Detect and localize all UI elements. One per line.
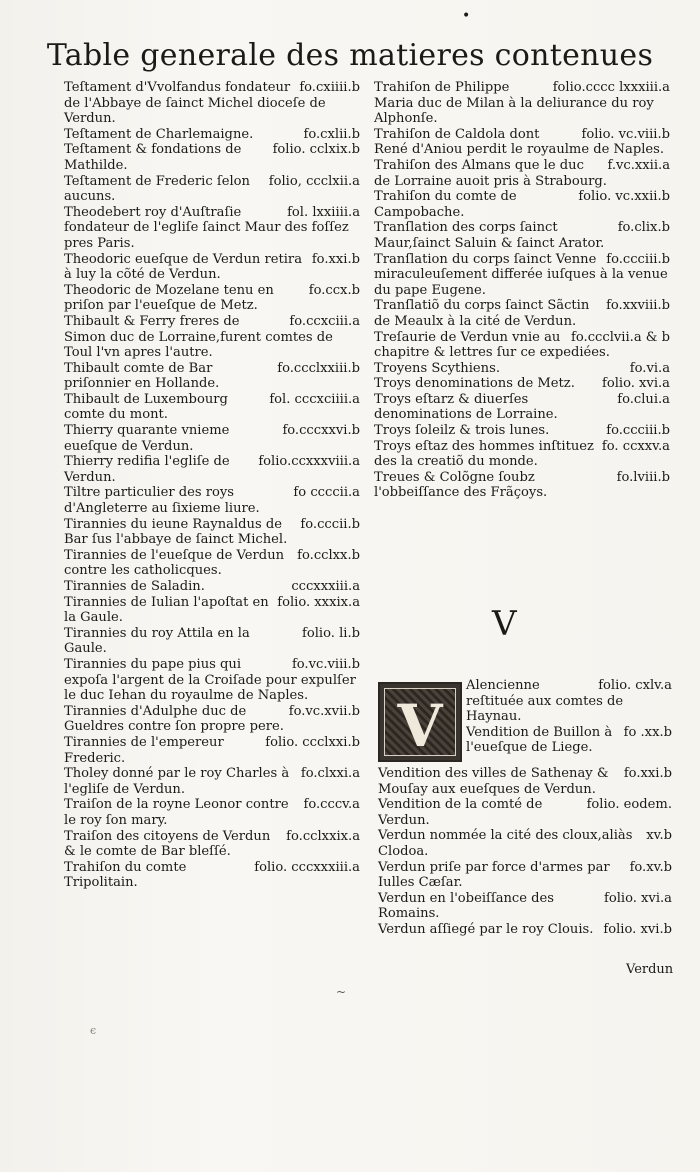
folio-reference: fo.xxi.b bbox=[311, 251, 360, 267]
entry-text: Tranſlation du corps ſainct Venne miraculeuſement differée iuſques à la venue du pape Eugene. bbox=[374, 251, 668, 298]
entry-text: Trahiſon du comte de Campobache. bbox=[374, 189, 517, 220]
folio-reference: folio.ccxxxviii.a bbox=[258, 454, 360, 470]
folio-reference: fo.cclxx.b bbox=[297, 547, 360, 563]
index-entry bbox=[64, 454, 360, 485]
entry-text: Trahiſon des Almans que le duc de Lorraine auoit pris à Strabourg. bbox=[374, 157, 607, 189]
entry-text: Vendition de la comté de Verdun. bbox=[378, 797, 543, 828]
index-entry bbox=[64, 657, 360, 704]
entry-text: Verdun priſe par force d'armes par Iulles Cæſar. bbox=[378, 859, 610, 891]
folio-reference: fol. lxxiiii.a bbox=[287, 204, 360, 220]
entry-text: Vendition des villes de Sathenay & Mouſay aux eueſques de Verdun. bbox=[378, 766, 609, 797]
entry-text: Tiltre particulier des roys d'Angleterre au ſixieme liure. bbox=[64, 485, 260, 517]
entry-text: Tranſlation des corps ſainct Maur,ſainct Saluin & ſainct Arator. bbox=[374, 220, 605, 251]
entry-text: Trahiſon de Caldola dont René d'Aniou perdit le royaulme de Naples. bbox=[374, 126, 665, 158]
index-entry bbox=[374, 252, 670, 299]
entry-text: Troys ſoleilz & trois lunes. bbox=[374, 423, 550, 439]
section-letter-v: V bbox=[492, 604, 517, 644]
folio-reference: fo.vi.a bbox=[629, 360, 670, 376]
entry-text: Tirannies de l'eueſque de Verdun contre les catholicques. bbox=[64, 547, 285, 579]
folio-reference: fo.ccciii.b bbox=[606, 423, 670, 439]
entry-text: Alencienne reſtituée aux comtes de Haynau. bbox=[466, 678, 624, 725]
index-entry bbox=[64, 829, 360, 860]
index-entry bbox=[64, 766, 360, 797]
page-title: Table generale des matieres contenues bbox=[46, 38, 654, 73]
folio-reference: fo.ccclvii.a & b bbox=[571, 329, 670, 345]
index-entry bbox=[374, 423, 670, 439]
index-entry bbox=[374, 439, 670, 470]
index-entry bbox=[64, 283, 360, 314]
index-entry bbox=[64, 205, 360, 252]
decorated-initial-v bbox=[378, 682, 462, 762]
index-entry bbox=[374, 158, 670, 189]
folio-reference: fo.cccxxvi.b bbox=[282, 423, 360, 439]
entry-text: Thibault de Luxembourg comte du mont. bbox=[64, 391, 228, 423]
index-entry bbox=[374, 392, 670, 423]
folio-reference: folio. ccclxxi.b bbox=[265, 734, 360, 750]
entry-text: Thierry quarante vnieme eueſque de Verdun. bbox=[64, 423, 230, 454]
folio-reference: fo.cccii.b bbox=[300, 516, 360, 532]
folio-reference: folio. cccxxxiii.a bbox=[254, 859, 360, 875]
index-entry bbox=[64, 485, 360, 516]
entry-text: Tirannies du pape pius qui expoſa l'argent de la Croiſade pour expulſer le duc Iehan du royaulme de Naples. bbox=[64, 656, 356, 704]
entry-text: Troyens Scythiens. bbox=[374, 360, 500, 376]
entry-text: Verdun en l'obeiſſance des Romains. bbox=[378, 890, 555, 922]
entry-text: Thierry redifia l'egliſe de Verdun. bbox=[64, 454, 230, 485]
folio-reference: fo.lviii.b bbox=[616, 469, 670, 485]
entry-text: Treues & Colõgne ſoubz l'obbeiſſance des Frãçoys. bbox=[374, 469, 548, 501]
index-entry bbox=[64, 517, 360, 548]
folio-reference: fo.clix.b bbox=[617, 220, 670, 236]
entry-text: Traiſon des citoyens de Verdun & le comte de Bar bleſſé. bbox=[64, 828, 271, 860]
folio-reference: fo.cclxxix.a bbox=[286, 828, 360, 844]
folio-reference: folio. cxlv.a bbox=[598, 678, 672, 693]
folio-reference: fo.ccclxxiii.b bbox=[277, 360, 360, 376]
index-entry bbox=[466, 678, 672, 725]
folio-reference: cccxxxiii.a bbox=[291, 579, 360, 594]
index-entry bbox=[374, 330, 670, 361]
catchword: Verdun bbox=[626, 962, 674, 977]
folio-reference: fo.clxxi.a bbox=[300, 766, 360, 782]
index-entry bbox=[374, 80, 670, 127]
printers-mark: • bbox=[462, 8, 471, 24]
index-entry bbox=[64, 142, 360, 173]
folio-reference: folio. eodem. bbox=[586, 797, 672, 813]
folio-reference: fo.cxiiii.b bbox=[299, 80, 360, 95]
folio-reference: folio. li.b bbox=[301, 625, 360, 641]
index-entry bbox=[64, 735, 360, 766]
folio-reference: folio. vc.viii.b bbox=[581, 126, 670, 142]
entry-text: Teſtament de Charlemaigne. bbox=[64, 126, 254, 142]
entry-text: Verdun aſſiegé par le roy Clouis. bbox=[378, 921, 594, 937]
entry-text: Teſtament d'Vvolfandus fondateur de l'Abbaye de ſainct Michel dioceſe de Verdun. bbox=[64, 80, 326, 127]
entry-text: Teſtament de Frederic ſelon aucuns. bbox=[64, 173, 250, 205]
entry-text: Vendition de Buillon à l'eueſque de Liege. bbox=[466, 724, 613, 756]
index-entry bbox=[378, 891, 672, 922]
entry-text: Theodoric de Mozelane tenu en priſon par l'eueſque de Metz. bbox=[64, 282, 274, 314]
index-entry bbox=[64, 423, 360, 454]
entry-text: Verdun nommée la cité des cloux,aliàs Clodoa. bbox=[378, 828, 633, 859]
entry-text: Trahiſon de Philippe Maria duc de Milan à la deliurance du roy Alphonſe. bbox=[374, 80, 654, 127]
index-entry bbox=[378, 797, 672, 828]
entry-text: Tirannies de Iulian l'apoſtat en la Gaule. bbox=[64, 594, 269, 626]
folio-reference: fo.xxviii.b bbox=[606, 298, 670, 314]
index-entry bbox=[374, 470, 670, 501]
folio-reference: folio. xvi.a bbox=[601, 376, 670, 392]
folio-reference: folio.cccc lxxxiii.a bbox=[552, 80, 670, 95]
bleed-mark: ϵ bbox=[90, 1024, 97, 1037]
entry-text: Tranſlatiõ du corps ſainct Sãctin de Meaulx à la cité de Verdun. bbox=[374, 298, 590, 329]
index-entry bbox=[374, 189, 670, 220]
index-entry bbox=[378, 860, 672, 891]
entry-text: Thibault comte de Bar priſonnier en Hollande. bbox=[64, 360, 220, 392]
folio-reference: fo.ccciii.b bbox=[606, 251, 670, 267]
index-entry bbox=[64, 579, 360, 595]
index-entry bbox=[64, 548, 360, 579]
folio-reference: folio. xvi.a bbox=[603, 890, 672, 906]
index-entry bbox=[64, 127, 360, 143]
index-entry bbox=[374, 220, 670, 251]
index-entry bbox=[374, 127, 670, 158]
entry-text: Tirannies de Saladin. bbox=[64, 579, 205, 594]
entry-text: Troys eſtarz & diuerſes denominations de Lorraine. bbox=[374, 391, 558, 423]
index-entry bbox=[64, 392, 360, 423]
index-entry bbox=[64, 704, 360, 735]
folio-reference: folio. cclxix.b bbox=[272, 142, 360, 158]
v-entries-beside-initial bbox=[466, 678, 672, 756]
index-entry bbox=[64, 595, 360, 626]
index-entry bbox=[64, 314, 360, 361]
index-entry bbox=[466, 725, 672, 756]
index-entry bbox=[64, 80, 360, 127]
folio-reference: fo. ccxxv.a bbox=[601, 438, 670, 454]
folio-reference: folio. xvi.b bbox=[603, 921, 672, 937]
entry-text: Troys denominations de Metz. bbox=[374, 376, 575, 392]
entry-text: Tirannies de l'empereur Frederic. bbox=[64, 734, 224, 766]
folio-reference: f.vc.xxii.a bbox=[607, 157, 670, 173]
index-entry bbox=[64, 252, 360, 283]
entry-text: Theodoric eueſque de Verdun retira à luy la cõté de Verdun. bbox=[64, 251, 302, 283]
index-entry bbox=[64, 626, 360, 657]
folio-reference: xv.b bbox=[646, 828, 672, 844]
right-column bbox=[374, 80, 670, 501]
folio-reference: fo.xv.b bbox=[629, 859, 672, 875]
folio-reference: fo ccccii.a bbox=[293, 485, 360, 501]
folio-reference: fol. cccxciiii.a bbox=[269, 391, 360, 407]
entry-text: Tirannies du roy Attila en la Gaule. bbox=[64, 625, 250, 657]
entry-text: Troys eſtaz des hommes inſtituez des la creatiõ du monde. bbox=[374, 438, 594, 470]
entry-text: Teſtament & fondations de Mathilde. bbox=[64, 142, 242, 173]
index-entry bbox=[378, 922, 672, 938]
entry-text: Theodebert roy d'Auſtraſie fondateur de l'egliſe ſainct Maur des foſſez pres Paris. bbox=[64, 204, 349, 251]
initial-letter: V bbox=[397, 692, 443, 760]
entry-text: Thibault & Ferry freres de Simon duc de Lorraine,furent comtes de Toul l'vn apres l'autre. bbox=[64, 313, 333, 361]
index-entry bbox=[64, 174, 360, 205]
folio-reference: fo.ccxciii.a bbox=[289, 313, 360, 329]
entry-text: Treſaurie de Verdun vnie au chapitre & lettres ſur ce expediées. bbox=[374, 329, 610, 361]
index-entry bbox=[374, 376, 670, 392]
index-entry bbox=[378, 828, 672, 859]
signature-mark: ~ bbox=[336, 985, 347, 999]
index-entry bbox=[374, 298, 670, 329]
entry-text: Tholey donné par le roy Charles à l'egliſe de Verdun. bbox=[64, 766, 290, 797]
folio-reference: folio. xxxix.a bbox=[277, 594, 360, 610]
folio-reference: fo.clui.a bbox=[617, 391, 670, 407]
index-entry bbox=[378, 766, 672, 797]
entry-text: Trahiſon du comte Tripolitain. bbox=[64, 859, 187, 891]
folio-reference: fo.cccv.a bbox=[303, 797, 360, 813]
folio-reference: folio, ccclxii.a bbox=[268, 173, 360, 189]
entry-text: Traiſon de la royne Leonor contre le roy ſon mary. bbox=[64, 797, 289, 828]
folio-reference: fo.xxi.b bbox=[623, 766, 672, 781]
folio-reference: fo .xx.b bbox=[623, 724, 672, 740]
v-entries bbox=[378, 766, 672, 938]
index-entry bbox=[374, 361, 670, 377]
folio-reference: fo.vc.xvii.b bbox=[288, 703, 360, 719]
entry-text: Tirannies du ieune Raynaldus de Bar ſus l'abbaye de ſainct Michel. bbox=[64, 516, 288, 548]
left-column bbox=[64, 80, 360, 891]
index-entry bbox=[64, 361, 360, 392]
index-entry bbox=[64, 797, 360, 828]
folio-reference: fo.cxlii.b bbox=[303, 126, 360, 142]
index-entry bbox=[64, 860, 360, 891]
folio-reference: fo.ccx.b bbox=[308, 282, 360, 298]
folio-reference: fo.vc.viii.b bbox=[291, 656, 360, 672]
entry-text: Tirannies d'Adulphe duc de Gueldres contre ſon propre pere. bbox=[64, 703, 284, 735]
folio-reference: folio. vc.xxii.b bbox=[578, 189, 670, 205]
